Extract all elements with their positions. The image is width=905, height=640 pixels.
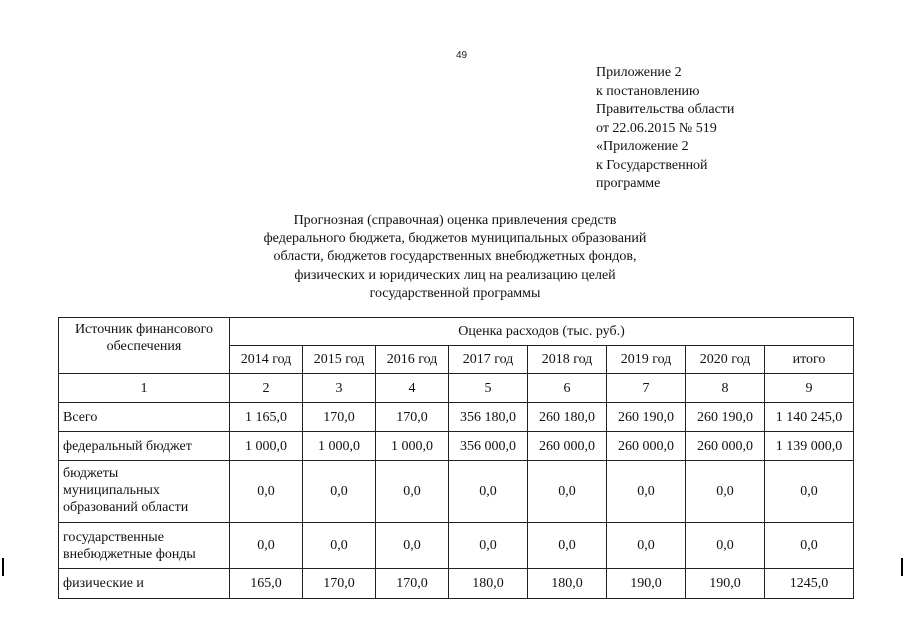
total-cell: 1 139 000,0: [765, 432, 854, 461]
column-number-cell: 4: [376, 374, 449, 403]
value-cell: 356 180,0: [449, 403, 528, 432]
value-cell: 170,0: [376, 569, 449, 599]
column-number-cell: 5: [449, 374, 528, 403]
appendix-line: к Государственной: [596, 157, 708, 173]
value-cell: 170,0: [303, 403, 376, 432]
year-header-cell: 2018 год: [528, 346, 607, 374]
year-header-cell: 2019 год: [607, 346, 686, 374]
appendix-line: от 22.06.2015 № 519: [596, 120, 717, 136]
value-cell: 1 000,0: [230, 432, 303, 461]
value-cell: 260 000,0: [607, 432, 686, 461]
column-number-cell: 1: [59, 374, 230, 403]
total-header-cell: итого: [765, 346, 854, 374]
value-cell: 0,0: [528, 523, 607, 569]
value-cell: 0,0: [303, 461, 376, 523]
value-cell: 0,0: [449, 461, 528, 523]
value-cell: 0,0: [230, 523, 303, 569]
value-cell: 0,0: [607, 461, 686, 523]
value-cell: 170,0: [303, 569, 376, 599]
value-cell: 0,0: [303, 523, 376, 569]
title-line: государственной программы: [369, 285, 541, 301]
value-cell: 190,0: [686, 569, 765, 599]
value-cell: 1 000,0: [303, 432, 376, 461]
row-label-line: образований области: [63, 500, 189, 515]
value-cell: 356 000,0: [449, 432, 528, 461]
total-cell: 1 140 245,0: [765, 403, 854, 432]
year-header-cell: 2017 год: [449, 346, 528, 374]
value-cell: 260 190,0: [607, 403, 686, 432]
title-line: федерального бюджета, бюджетов муниципальных образований: [263, 231, 647, 247]
total-cell: 1245,0: [765, 569, 854, 599]
value-cell: 0,0: [376, 523, 449, 569]
column-number-row: [59, 374, 854, 403]
value-cell: 260 000,0: [528, 432, 607, 461]
table-row: [59, 432, 854, 461]
value-cell: 0,0: [686, 523, 765, 569]
table-row: [59, 403, 854, 432]
value-cell: 180,0: [449, 569, 528, 599]
title-line: физических и юридических лиц на реализацию целей: [294, 267, 616, 283]
source-header-line: Источник финансового: [74, 322, 214, 337]
row-label: федеральный бюджет: [59, 432, 230, 461]
page-number: 49: [456, 50, 468, 61]
table-row: [59, 523, 854, 569]
year-header-cell: 2020 год: [686, 346, 765, 374]
year-header-cell: 2016 год: [376, 346, 449, 374]
header-row: [59, 318, 854, 346]
document-title: [200, 212, 710, 303]
value-cell: 0,0: [686, 461, 765, 523]
value-cell: 1 000,0: [376, 432, 449, 461]
value-cell: 0,0: [449, 523, 528, 569]
funding-table: [58, 317, 854, 599]
row-label-line: муниципальных: [63, 483, 160, 498]
year-header-cell: 2014 год: [230, 346, 303, 374]
total-cell: 0,0: [765, 461, 854, 523]
scan-edge-mark: [2, 558, 4, 576]
value-cell: 0,0: [230, 461, 303, 523]
year-header-cell: 2015 год: [303, 346, 376, 374]
value-cell: 190,0: [607, 569, 686, 599]
value-cell: 165,0: [230, 569, 303, 599]
appendix-note: [596, 64, 836, 194]
value-cell: 260 180,0: [528, 403, 607, 432]
source-header-cell: [59, 318, 230, 374]
value-cell: 0,0: [376, 461, 449, 523]
estimate-header-cell: Оценка расходов (тыс. руб.): [230, 318, 854, 346]
source-header-line: обеспечения: [106, 339, 182, 354]
row-label: Всего: [59, 403, 230, 432]
row-label-line: бюджеты: [63, 466, 119, 481]
appendix-line: к постановлению: [596, 83, 700, 99]
column-number-cell: 3: [303, 374, 376, 403]
column-number-cell: 9: [765, 374, 854, 403]
value-cell: 170,0: [376, 403, 449, 432]
value-cell: 0,0: [528, 461, 607, 523]
title-line: Прогнозная (справочная) оценка привлечения средств: [293, 213, 617, 228]
appendix-line: «Приложение 2: [596, 139, 689, 154]
row-label: физические и: [59, 569, 230, 599]
total-cell: 0,0: [765, 523, 854, 569]
column-number-cell: 6: [528, 374, 607, 403]
row-label: [59, 461, 230, 523]
value-cell: 180,0: [528, 569, 607, 599]
appendix-line: Приложение 2: [596, 65, 682, 80]
row-label: [59, 523, 230, 569]
row-label-line: внебюджетные фонды: [63, 546, 196, 562]
table-row: [59, 461, 854, 523]
row-label-line: государственные: [63, 529, 164, 545]
value-cell: 260 000,0: [686, 432, 765, 461]
table-row: [59, 569, 854, 599]
appendix-line: Правительства области: [596, 102, 735, 117]
value-cell: 260 190,0: [686, 403, 765, 432]
value-cell: 0,0: [607, 523, 686, 569]
column-number-cell: 2: [230, 374, 303, 403]
title-line: области, бюджетов государственных внебюджетных фондов,: [273, 249, 637, 265]
column-number-cell: 7: [607, 374, 686, 403]
column-number-cell: 8: [686, 374, 765, 403]
value-cell: 1 165,0: [230, 403, 303, 432]
scan-edge-mark: [901, 558, 903, 576]
appendix-line: программе: [596, 176, 661, 191]
